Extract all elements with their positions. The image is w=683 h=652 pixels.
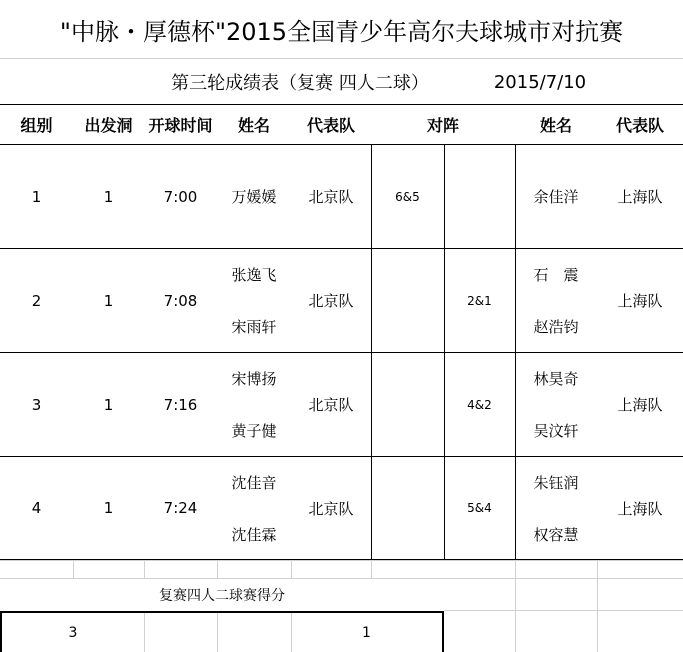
player-name-left: 宋雨轩 xyxy=(231,317,277,336)
score-box-border xyxy=(442,611,444,652)
result-right-cell xyxy=(444,145,515,248)
header-group: 组别 xyxy=(20,116,53,135)
header-name-left: 姓名 xyxy=(237,116,270,135)
result-left-cell: 6&5 xyxy=(395,189,420,204)
team-cell-right: 上海队 xyxy=(617,396,663,414)
player-name-left: 黄子健 xyxy=(231,421,277,440)
team-cell-right: 上海队 xyxy=(617,188,663,206)
header-name-right: 姓名 xyxy=(539,116,572,135)
team-cell-left: 北京队 xyxy=(308,292,354,310)
gridline xyxy=(444,610,683,611)
tee-time-cell: 7:16 xyxy=(163,395,198,414)
team-cell-left: 北京队 xyxy=(308,396,354,414)
start-hole-cell: 1 xyxy=(103,499,114,517)
start-hole-cell: 1 xyxy=(103,395,114,414)
gridline xyxy=(217,612,218,652)
header-team-left: 代表队 xyxy=(306,116,355,135)
start-hole-cell: 1 xyxy=(103,291,114,310)
group-cell: 3 xyxy=(31,395,42,414)
result-left-cell xyxy=(371,457,444,559)
group-cell: 1 xyxy=(31,187,42,206)
tee-time-cell: 7:00 xyxy=(163,187,198,206)
table-border xyxy=(0,559,683,560)
gridline xyxy=(217,560,218,578)
gridline xyxy=(144,560,145,578)
gridline xyxy=(371,560,372,578)
result-left-cell xyxy=(371,249,444,352)
header-start-hole: 出发洞 xyxy=(84,116,133,135)
player-name-left: 宋博扬 xyxy=(231,369,277,388)
header-tee-time: 开球时间 xyxy=(148,116,213,135)
tee-time-cell: 7:24 xyxy=(163,499,198,517)
header-match: 对阵 xyxy=(426,116,459,135)
team-cell-left: 北京队 xyxy=(308,499,354,518)
score-left: 3 xyxy=(68,624,78,641)
team-cell-right: 上海队 xyxy=(617,499,663,518)
player-name-right: 权容慧 xyxy=(533,525,579,544)
page-title: "中脉・厚德杯"2015全国青少年高尔夫球城市对抗赛 xyxy=(59,17,624,46)
group-cell: 4 xyxy=(31,499,42,517)
player-name-left: 万媛媛 xyxy=(231,188,277,206)
gridline xyxy=(0,560,683,561)
player-name-left: 沈佳音 xyxy=(231,473,277,492)
group-cell: 2 xyxy=(31,291,42,310)
header-team-right: 代表队 xyxy=(615,116,664,135)
player-name-left: 张逸飞 xyxy=(231,265,277,284)
gridline xyxy=(515,560,516,652)
score-right: 1 xyxy=(362,624,371,641)
player-name-right: 余佳洋 xyxy=(533,188,579,206)
result-right-cell: 5&4 xyxy=(467,501,492,515)
team-cell-left: 北京队 xyxy=(308,188,354,206)
player-name-right: 林昊奇 xyxy=(533,369,579,388)
result-left-cell xyxy=(371,353,444,456)
tee-time-cell: 7:08 xyxy=(163,291,198,310)
date-label: 2015/7/10 xyxy=(493,71,587,93)
team-cell-right: 上海队 xyxy=(617,292,663,310)
player-name-right: 朱钰润 xyxy=(533,473,579,492)
player-name-left: 沈佳霖 xyxy=(231,525,277,544)
start-hole-cell: 1 xyxy=(103,187,114,206)
gridline xyxy=(144,612,145,652)
gridline xyxy=(291,560,292,578)
result-right-cell: 2&1 xyxy=(467,293,492,308)
result-right-cell: 4&2 xyxy=(467,397,492,412)
player-name-right: 石 震 xyxy=(533,265,579,284)
gridline xyxy=(73,560,74,578)
player-name-right: 赵浩钧 xyxy=(533,317,579,336)
gridline xyxy=(597,560,598,652)
round-subtitle: 第三轮成绩表（复赛 四人二球） xyxy=(171,73,429,94)
gridline xyxy=(0,58,683,59)
score-label: 复赛四人二球赛得分 xyxy=(159,588,285,604)
player-name-right: 吴汶轩 xyxy=(533,421,579,440)
